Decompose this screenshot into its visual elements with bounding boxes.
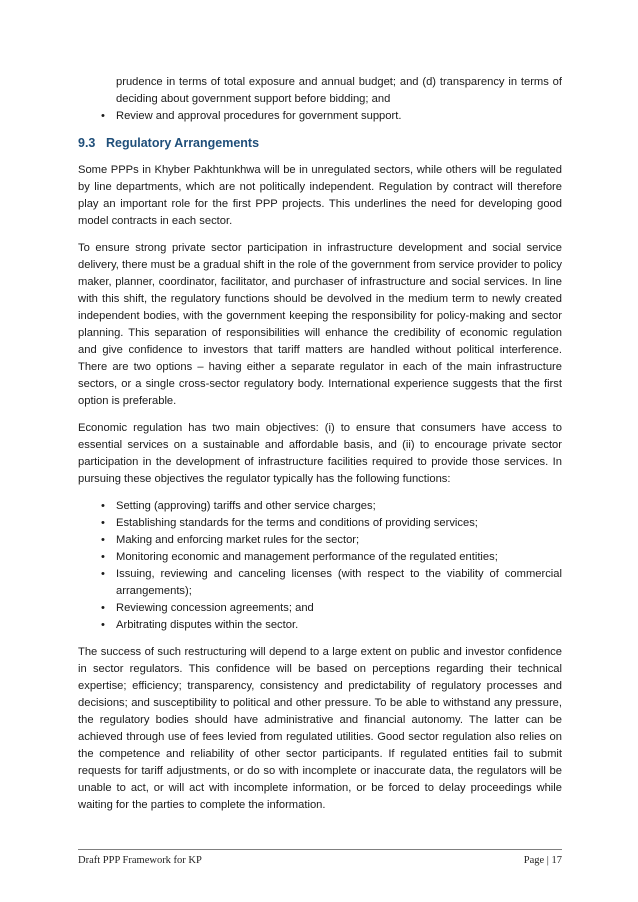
list-item-text: Monitoring economic and management performance of the regulated entities; bbox=[116, 551, 498, 563]
list-item bbox=[78, 498, 562, 515]
page-content bbox=[78, 74, 562, 814]
paragraph-private-participation: To ensure strong private sector participation in infrastructure development and social service delivery, there must be a gradual shift in the role of the government from service provider to policy maker, planner, coordinator, facilitator, and purchaser of infrastructure and social services. In line with this shift, the regulatory functions should be devolved in the medium term to newly created independent bodies, with the government keeping the responsibility for policy-making and sector planning. This separation of responsibilities will enhance the credibility of economic regulation and give confidence to investors that tariff matters are handled without political interference. There are two options – having either a separate regulator in each of the main infrastructure sectors, or a single cross-sector regulatory body. International experience suggests that the first option is preferable. bbox=[78, 242, 562, 407]
list-item-text: Issuing, reviewing and canceling licenses (with respect to the viability of commercial arrangements); bbox=[116, 568, 562, 597]
bullet-icon: • bbox=[101, 602, 105, 614]
list-item bbox=[78, 566, 562, 600]
page-footer bbox=[78, 855, 562, 871]
list-item-text: Establishing standards for the terms and conditions of providing services; bbox=[116, 517, 478, 529]
list-item bbox=[78, 515, 562, 532]
regulator-functions-list bbox=[78, 498, 562, 634]
footer-page-number: Page | 17 bbox=[523, 855, 562, 866]
list-item-text: Making and enforcing market rules for the sector; bbox=[116, 534, 360, 546]
list-item-text: Setting (approving) tariffs and other service charges; bbox=[116, 500, 376, 512]
bullet-icon: • bbox=[101, 551, 105, 563]
paragraph-economic-regulation: Economic regulation has two main objectives: (i) to ensure that consumers have access to essential services on a sustainable and affordable basis, and (ii) to encourage private sector participation in the development of infrastructure facilities required to provide those services. In pursuing these objectives the regulator typically has the following functions: bbox=[78, 422, 562, 485]
list-item bbox=[78, 532, 562, 549]
list-item-text: Arbitrating disputes within the sector. bbox=[116, 619, 299, 631]
section-title: Regulatory Arrangements bbox=[106, 136, 260, 150]
list-item bbox=[78, 600, 562, 617]
continued-bullet-text: prudence in terms of total exposure and annual budget; and (d) transparency in terms of deciding about government support before bidding; and bbox=[116, 76, 562, 105]
section-number: 9.3 bbox=[78, 136, 96, 150]
bullet-icon: • bbox=[101, 500, 105, 512]
bullet-icon: • bbox=[101, 568, 105, 580]
bullet-icon: • bbox=[101, 534, 105, 546]
section-heading bbox=[78, 135, 562, 152]
bullet-icon: • bbox=[101, 517, 105, 529]
footer-divider bbox=[78, 849, 562, 850]
list-item bbox=[78, 108, 562, 125]
list-item-text: Reviewing concession agreements; and bbox=[116, 602, 314, 614]
bullet-icon: • bbox=[101, 110, 105, 122]
list-item bbox=[78, 617, 562, 634]
list-item bbox=[78, 549, 562, 566]
list-item-text: Review and approval procedures for government support. bbox=[116, 110, 402, 122]
top-bullet-list bbox=[78, 108, 562, 125]
paragraph-unregulated-sectors: Some PPPs in Khyber Pakhtunkhwa will be in unregulated sectors, while others will be regulated by line departments, which are not politically independent. Regulation by contract will therefore play an important role for the first PPP projects. This underlines the need for developing good model contracts in each sector. bbox=[78, 164, 562, 227]
paragraph-restructuring-success: The success of such restructuring will depend to a large extent on public and investor confidence in sector regulators. This confidence will be based on perceptions regarding their technical expertise; efficiency; transparency, consistency and predictability of regulatory processes and decisions; and susceptibility to political and other pressure. To be able to withstand any pressure, the regulatory bodies should have administrative and financial autonomy. The latter can be achieved through use of fees levied from regulated utilities. Good sector regulation also relies on the competence and reliability of other sector participants. If regulated entities fail to submit requests for tariff adjustments, or do so with incomplete or inaccurate data, the regulators will be unable to act, or will act with incomplete information, or be forced to delay proceedings while waiting for the parties to complete the information. bbox=[78, 646, 562, 811]
footer-document-title: Draft PPP Framework for KP bbox=[78, 855, 202, 866]
bullet-icon: • bbox=[101, 619, 105, 631]
